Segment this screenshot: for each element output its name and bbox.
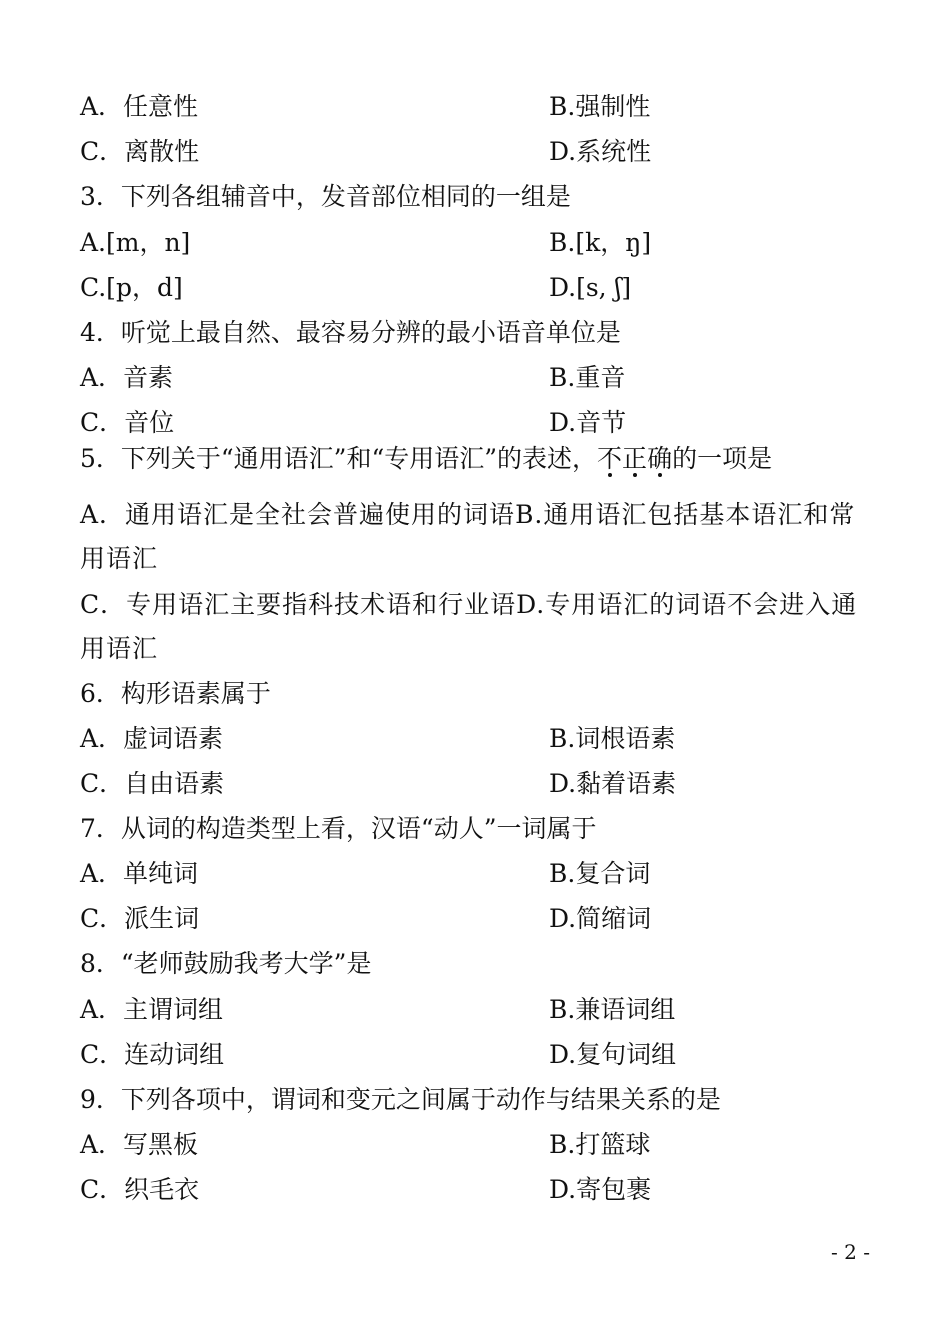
question-5-prefix: 5．下列关于“通用语汇”和“专用语汇”的表述， (80, 444, 598, 473)
option-c: C．专用语汇主要指科技术语和行业语 (80, 590, 517, 619)
option-row (80, 1125, 870, 1165)
option-row (80, 268, 870, 308)
option-row (80, 1170, 870, 1210)
option-a: A．任意性 (80, 92, 199, 121)
emphasis-char: 正 (622, 444, 648, 473)
option-b: B.重音 (549, 363, 626, 392)
option-row (80, 403, 870, 443)
option-row (80, 1035, 870, 1075)
option-d: D.简缩词 (549, 904, 652, 933)
page-number: - 2 - (831, 1240, 870, 1264)
option-a: A．音素 (80, 363, 174, 392)
option-b: B.强制性 (549, 92, 651, 121)
option-cd-paragraph (80, 583, 870, 671)
question-8: 8．“老师鼓励我考大学”是 (80, 949, 372, 978)
option-row (80, 899, 870, 939)
option-b: B.兼语词组 (549, 995, 676, 1024)
option-a: A．通用语汇是全社会普遍使用的词语 (80, 500, 516, 529)
option-d: D.系统性 (549, 137, 652, 166)
option-row (80, 223, 870, 263)
option-d: D.音节 (549, 408, 627, 437)
option-c: C．连动词组 (80, 1040, 225, 1069)
option-d: D.专用语汇的词语不会进入通用语汇 (80, 590, 858, 663)
question-7: 7．从词的构造类型上看，汉语“动人”一词属于 (80, 814, 597, 843)
option-row (80, 990, 870, 1030)
option-b: B.复合词 (549, 859, 651, 888)
question-6: 6．构形语素属于 (80, 679, 271, 708)
option-c: C．音位 (80, 408, 175, 437)
option-b: B.词根语素 (549, 724, 676, 753)
question-3: 3．下列各组辅音中，发音部位相同的一组是 (80, 182, 571, 211)
option-a: A．写黑板 (80, 1130, 199, 1159)
question-5 (80, 439, 870, 479)
question-4: 4．听觉上最自然、最容易分辨的最小语音单位是 (80, 318, 621, 347)
option-a: A．主谓词组 (80, 995, 224, 1024)
option-c: C．织毛衣 (80, 1175, 200, 1204)
option-a: A．虚词语素 (80, 724, 224, 753)
option-b: B.打篮球 (549, 1130, 651, 1159)
option-d: D.[s, ʃ] (549, 273, 632, 302)
option-ab-paragraph (80, 493, 870, 581)
option-a: A.[m，n] (80, 228, 191, 257)
option-c: C.[p，d] (80, 273, 183, 302)
option-d: D.复句词组 (549, 1040, 677, 1069)
option-c: C．离散性 (80, 137, 200, 166)
option-a: A．单纯词 (80, 859, 199, 888)
option-row (80, 854, 870, 894)
option-b: B.[k，ŋ] (549, 228, 652, 257)
question-9: 9．下列各项中，谓词和变元之间属于动作与结果关系的是 (80, 1085, 721, 1114)
option-row (80, 764, 870, 804)
option-row (80, 132, 870, 172)
option-d: D.寄包裹 (549, 1175, 652, 1204)
option-row (80, 719, 870, 759)
option-c: C．自由语素 (80, 769, 225, 798)
option-c: C．派生词 (80, 904, 200, 933)
option-row (80, 87, 870, 127)
emphasis-char: 不 (597, 444, 623, 473)
option-d: D.黏着语素 (549, 769, 677, 798)
option-row (80, 358, 870, 398)
emphasis-char: 确 (647, 444, 673, 473)
option-b: B.通用语汇包括基本语汇和常用语汇 (80, 500, 856, 573)
question-5-suffix: 的一项是 (672, 444, 773, 473)
